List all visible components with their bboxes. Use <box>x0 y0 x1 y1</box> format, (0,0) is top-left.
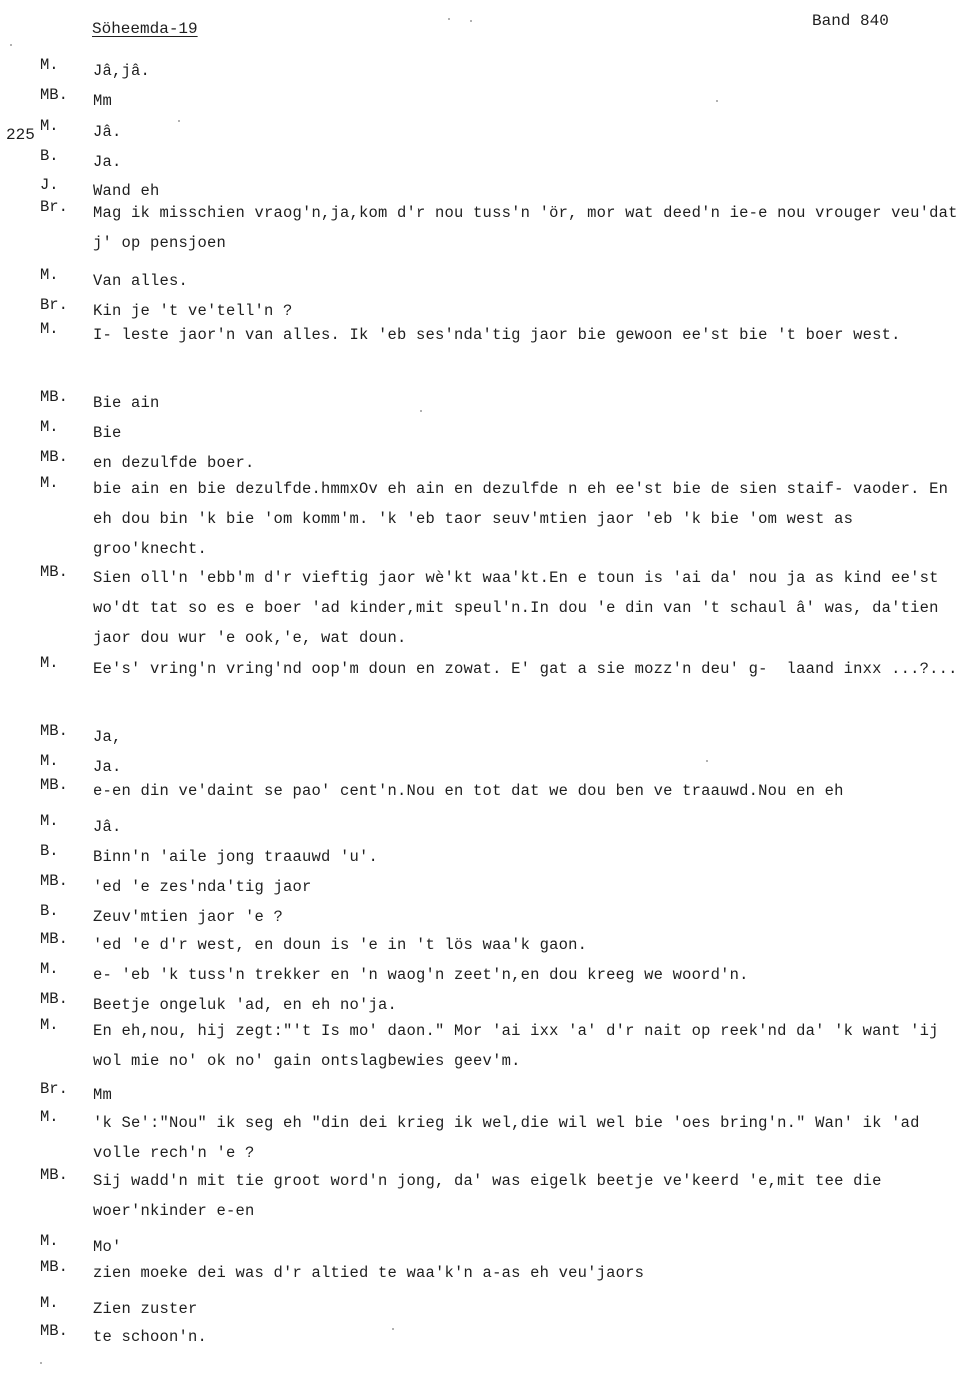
utterance-text: Jâ. <box>93 123 122 141</box>
utterance-text: te schoon'n. <box>93 1328 208 1346</box>
utterance-text: zien moeke dei was d'r altied te waa'k'n a-as eh veu'jaors <box>93 1264 645 1282</box>
speaker-label: MB. <box>40 990 68 1008</box>
speaker-label: MB. <box>40 1322 68 1340</box>
utterance-text: Jâ. <box>93 818 122 836</box>
speaker-label: M. <box>40 1108 59 1126</box>
speaker-label: MB. <box>40 722 68 740</box>
utterance-text: Binn'n 'aile jong traauwd 'u'. <box>93 848 379 866</box>
speaker-label: MB. <box>40 448 68 466</box>
transcript-id: Söheemda-19 <box>92 20 198 38</box>
speaker-label: B. <box>40 147 59 165</box>
scan-speck <box>448 18 450 20</box>
speaker-label: M. <box>40 56 59 74</box>
utterance-text: Sien oll'n 'ebb'm d'r vieftig jaor wè'kt waa'kt.En e toun is 'ai da' nou ja as kind ee'st wo'dt tat so es e boer 'ad kinder,mit speul'n.In dou 'e din van 't schaul â' was, da'tien jaor dou wur 'e ook,'e, wat doun. <box>93 569 949 647</box>
speaker-label: M. <box>40 418 59 436</box>
speaker-label: M. <box>40 266 59 284</box>
speaker-label: M. <box>40 752 59 770</box>
speaker-label: MB. <box>40 563 68 581</box>
speaker-label: Br. <box>40 198 68 216</box>
utterance-text: Wand eh <box>93 182 160 200</box>
utterance-text: e-en din ve'daint se pao' cent'n.Nou en tot dat we dou ben ve traauwd.Nou en eh <box>93 782 844 800</box>
speaker-label: B. <box>40 902 59 920</box>
utterance-text: bie ain en bie dezulfde.hmmxOv eh ain en dezulfde n eh ee'st bie de sien staif- vaoder. En eh dou bin 'k bie 'om komm'm. 'k 'eb taor seuv'mtien jaor 'eb 'k bie 'om west as groo'knecht. <box>93 480 958 558</box>
utterance-text: 'k Se':"Nou" ik seg eh "din dei krieg ik wel,die wil wel bie 'oes bring'n." Wan' ik 'ad volle rech'n 'e ? <box>93 1114 930 1162</box>
speaker-label: M. <box>40 1016 59 1034</box>
utterance-text: Ja, <box>93 728 122 746</box>
speaker-label: M. <box>40 812 59 830</box>
utterance-text: Kin je 't ve'tell'n ? <box>93 302 293 320</box>
utterance-text: Van alles. <box>93 272 189 290</box>
utterance-text: 'ed 'e d'r west, en doun is 'e in 't lös waa'k gaon. <box>93 936 588 954</box>
utterance-text: I- leste jaor'n van alles. Ik 'eb ses'nda'tig jaor bie gewoon ee'st bie 't boer west. <box>93 326 901 344</box>
utterance-text: Mo' <box>93 1238 122 1256</box>
utterance-text: En eh,nou, hij zegt:"'t Is mo' daon." Mor 'ai ixx 'a' d'r nait op reek'nd da' 'k want 'ij wol mie no' ok no' gain ontslagbewies geev'm. <box>93 1022 949 1070</box>
speaker-label: B. <box>40 842 59 860</box>
scan-speck <box>392 1328 394 1330</box>
utterance-text: 'ed 'e zes'nda'tig jaor <box>93 878 312 896</box>
speaker-label: M. <box>40 117 59 135</box>
speaker-label: M. <box>40 1294 59 1312</box>
speaker-label: M. <box>40 474 59 492</box>
scan-speck <box>178 120 180 122</box>
utterance-text: Ja. <box>93 758 122 776</box>
utterance-text: Bie <box>93 424 122 442</box>
speaker-label: M. <box>40 960 59 978</box>
speaker-label: MB. <box>40 872 68 890</box>
speaker-label: M. <box>40 320 59 338</box>
utterance-text: Mm <box>93 92 113 110</box>
utterance-text: Zeuv'mtien jaor 'e ? <box>93 908 284 926</box>
scan-speck <box>706 760 708 762</box>
speaker-label: MB. <box>40 86 68 104</box>
speaker-label: MB. <box>40 388 68 406</box>
utterance-text: e- 'eb 'k tuss'n trekker en 'n waog'n zeet'n,en dou kreeg we woord'n. <box>93 966 749 984</box>
speaker-label: M. <box>40 654 59 672</box>
utterance-text: Ja. <box>93 153 122 171</box>
utterance-text: en dezulfde boer. <box>93 454 255 472</box>
tape-number: Band 840 <box>812 12 889 30</box>
utterance-text: Bie ain <box>93 394 160 412</box>
speaker-label: Br. <box>40 1080 68 1098</box>
scan-speck <box>40 1362 42 1364</box>
speaker-label: J. <box>40 176 59 194</box>
utterance-text: Ee's' vring'n vring'nd oop'm doun en zowat. E' gat a sie mozz'n deu' g- laand inxx ...?... <box>93 660 958 678</box>
speaker-label: M. <box>40 1232 59 1250</box>
utterance-text: Zien zuster <box>93 1300 198 1318</box>
utterance-text: Jâ,jâ. <box>93 62 151 80</box>
speaker-label: MB. <box>40 1258 68 1276</box>
margin-number: 225 <box>6 126 35 144</box>
utterance-text: Sij wadd'n mit tie groot word'n jong, da' was eigelk beetje ve'keerd 'e,mit tee die woer'nkinder e-en <box>93 1172 892 1220</box>
utterance-text: Beetje ongeluk 'ad, en eh no'ja. <box>93 996 398 1014</box>
scan-speck <box>716 100 718 102</box>
speaker-label: MB. <box>40 930 68 948</box>
scan-speck <box>470 20 472 22</box>
scan-speck <box>10 44 12 46</box>
utterance-text: Mag ik misschien vraog'n,ja,kom d'r nou tuss'n 'ör, mor wat deed'n ie-e nou vrouger veu'dat j' op pensjoen <box>93 204 968 252</box>
speaker-label: MB. <box>40 776 68 794</box>
utterance-text: Mm <box>93 1086 113 1104</box>
speaker-label: Br. <box>40 296 68 314</box>
speaker-label: MB. <box>40 1166 68 1184</box>
scan-speck <box>420 410 422 412</box>
